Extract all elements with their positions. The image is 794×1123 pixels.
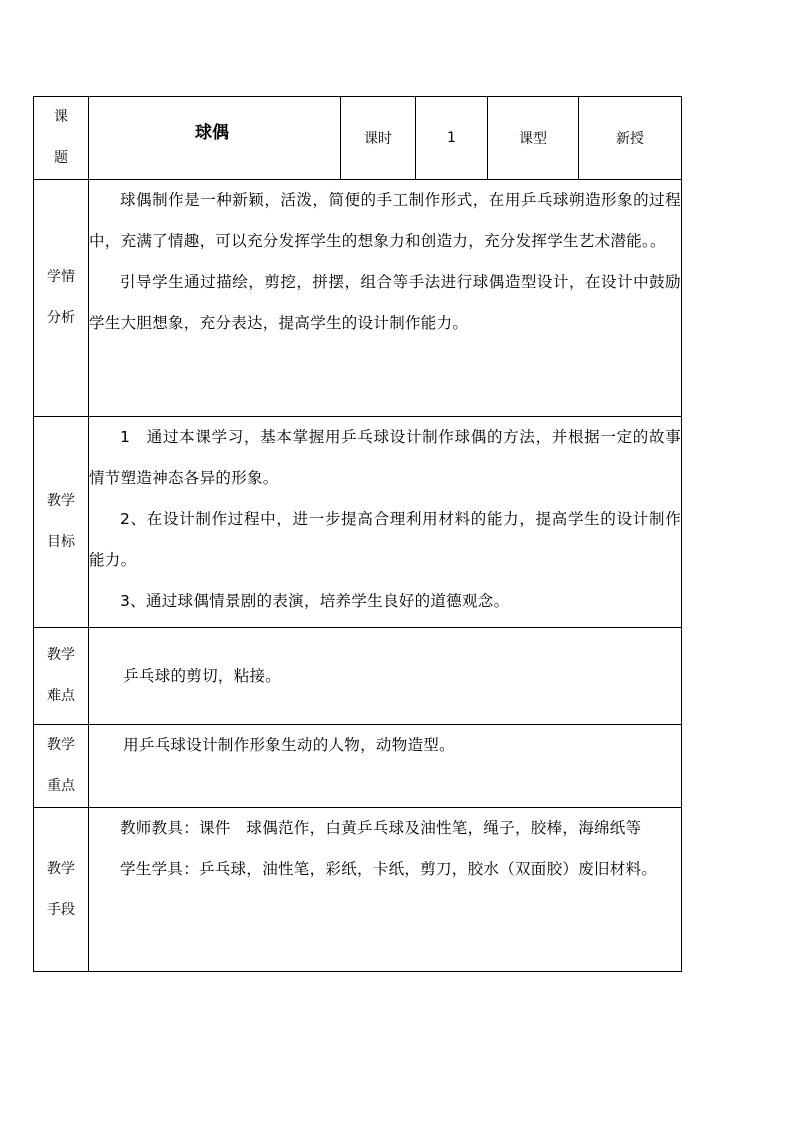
section-label-line2: 手段: [47, 901, 75, 918]
section-paragraph: 1 通过本课学习，基本掌握用乒乓球设计制作球偶的方法，并根据一定的故事情节塑造神态各异的形象。: [89, 428, 681, 487]
section-row-focus: [34, 725, 682, 808]
section-label-line2: 分析: [47, 310, 75, 326]
section-label-line2: 难点: [47, 688, 75, 704]
type-label: 课型: [488, 97, 579, 180]
section-paragraph: 引导学生通过描绘，剪挖，拼摆，组合等手法进行球偶造型设计，在设计中鼓励学生大胆想象，充分表达，提高学生的设计制作能力。: [89, 273, 681, 332]
section-label-line1: 教学: [47, 737, 75, 753]
section-content-means: [89, 808, 682, 972]
section-content-focus: [89, 725, 682, 808]
section-paragraph: 教师教具：课件 球偶范作，白黄乒乓球及油性笔，绳子，胶棒，海绵纸等: [120, 819, 642, 837]
hours-label: 课时: [341, 97, 416, 180]
lesson-title: 球偶: [195, 122, 229, 143]
hours-value: 1: [416, 97, 488, 180]
section-label-line2: 目标: [47, 534, 75, 550]
section-content-difficulty: [89, 628, 682, 725]
section-label-analysis: [34, 180, 89, 417]
subject-label-cell: [34, 97, 89, 180]
header-row: [34, 97, 682, 180]
section-paragraph: 3、通过球偶情景剧的表演，培养学生良好的道德观念。: [120, 592, 510, 610]
section-row-goals: [34, 417, 682, 628]
section-paragraph: 用乒乓球设计制作形象生动的人物，动物造型。: [123, 736, 455, 754]
section-label-line1: 学情: [47, 269, 75, 285]
subject-label-line2: 题: [54, 150, 68, 166]
section-paragraph: 乒乓球的剪切，粘接。: [123, 666, 282, 685]
section-label-means: [34, 808, 89, 972]
section-label-focus: [34, 725, 89, 808]
section-row-difficulty: [34, 628, 682, 725]
section-content-analysis: [89, 180, 682, 417]
section-content-goals: [89, 417, 682, 628]
section-paragraph: 球偶制作是一种新颖，活泼，简便的手工制作形式，在用乒乓球朔造形象的过程中，充满了情趣，可以充分发挥学生的想象力和创造力，充分发挥学生艺术潜能。。: [89, 191, 681, 250]
section-paragraph: 2、在设计制作过程中，进一步提高合理利用材料的能力，提高学生的设计制作能力。: [89, 510, 681, 569]
lesson-plan-table: [33, 96, 682, 972]
section-row-means: [34, 808, 682, 972]
section-label-difficulty: [34, 628, 89, 725]
section-row-analysis: [34, 180, 682, 417]
type-value: 新授: [579, 97, 682, 180]
section-label-line1: 教学: [47, 647, 75, 663]
section-label-line2: 重点: [47, 778, 75, 794]
section-label-line1: 教学: [47, 860, 75, 877]
section-label-goals: [34, 417, 89, 628]
subject-label-line1: 课: [54, 109, 68, 125]
section-label-line1: 教学: [47, 493, 75, 509]
lesson-title-cell: [89, 97, 341, 180]
section-paragraph: 学生学具：乒乓球，油性笔，彩纸，卡纸，剪刀，胶水（双面胶）废旧材料。: [120, 860, 658, 878]
